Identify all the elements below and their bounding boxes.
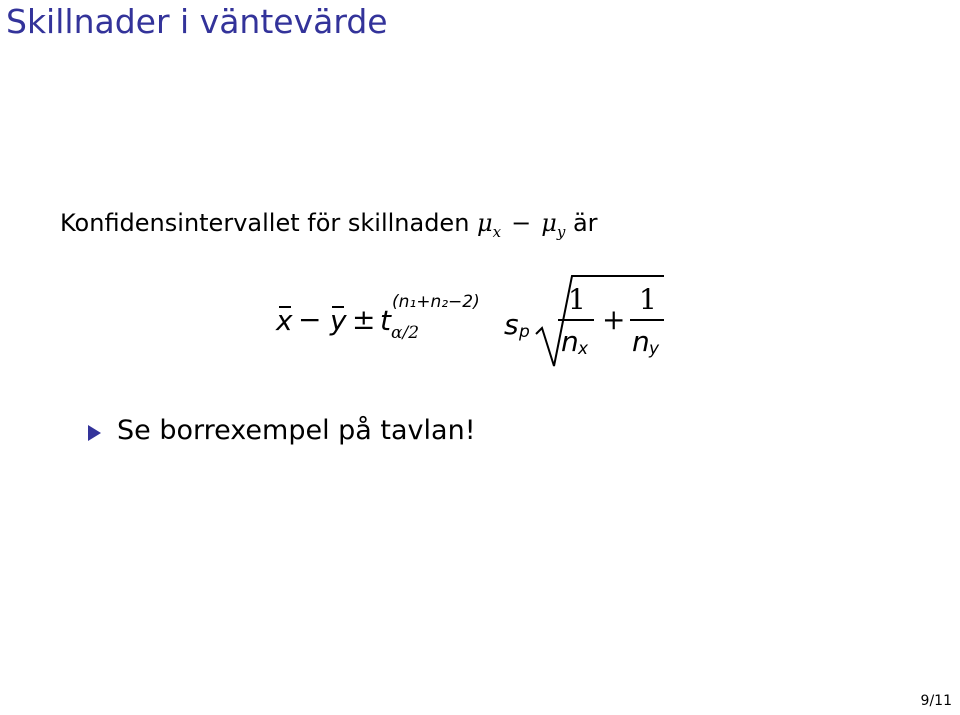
- page-number: 9/11: [920, 693, 952, 709]
- formula-t: t: [380, 304, 391, 337]
- fraction-b-numerator: 1: [639, 283, 657, 316]
- intro-text: Konfidensintervallet för skillnaden: [60, 209, 470, 237]
- fraction-b-denominator: n: [632, 325, 650, 358]
- intro-minus: −: [511, 209, 532, 237]
- mu-sub-y: y: [556, 223, 566, 241]
- mu-sub-x: x: [492, 223, 502, 241]
- mu-symbol: μ: [477, 209, 493, 237]
- fraction-a-denominator: n: [561, 325, 579, 358]
- fraction-a-line: [558, 319, 594, 321]
- bullet-item: [88, 415, 476, 446]
- fraction-b-denominator-sub: y: [649, 339, 660, 359]
- mu-symbol-2: μ: [541, 209, 557, 237]
- formula-minus: −: [298, 303, 322, 336]
- fraction-a-denominator-sub: x: [578, 339, 589, 359]
- formula-y: y: [330, 304, 347, 337]
- mu-x: [477, 209, 502, 241]
- mu-y: [541, 209, 566, 241]
- formula-s-sub: p: [519, 322, 530, 342]
- formula-plus: +: [602, 303, 626, 336]
- fraction-a-numerator: 1: [568, 283, 586, 316]
- triangle-bullet-icon: [88, 425, 101, 441]
- formula-pm: ±: [352, 303, 376, 336]
- fraction-b-line: [630, 319, 664, 321]
- intro-suffix: är: [572, 209, 598, 237]
- formula-x: x: [276, 304, 293, 337]
- bullet-text: Se borrexempel på tavlan!: [117, 415, 476, 446]
- formula-s: s: [504, 308, 519, 341]
- slide-title: Skillnader i väntevärde: [6, 2, 388, 41]
- intro-sentence: [60, 209, 598, 241]
- confidence-interval-formula: [272, 270, 672, 370]
- formula-superscript: (n₁+n₂−2): [392, 292, 480, 312]
- formula-subscript: α/2: [391, 323, 420, 343]
